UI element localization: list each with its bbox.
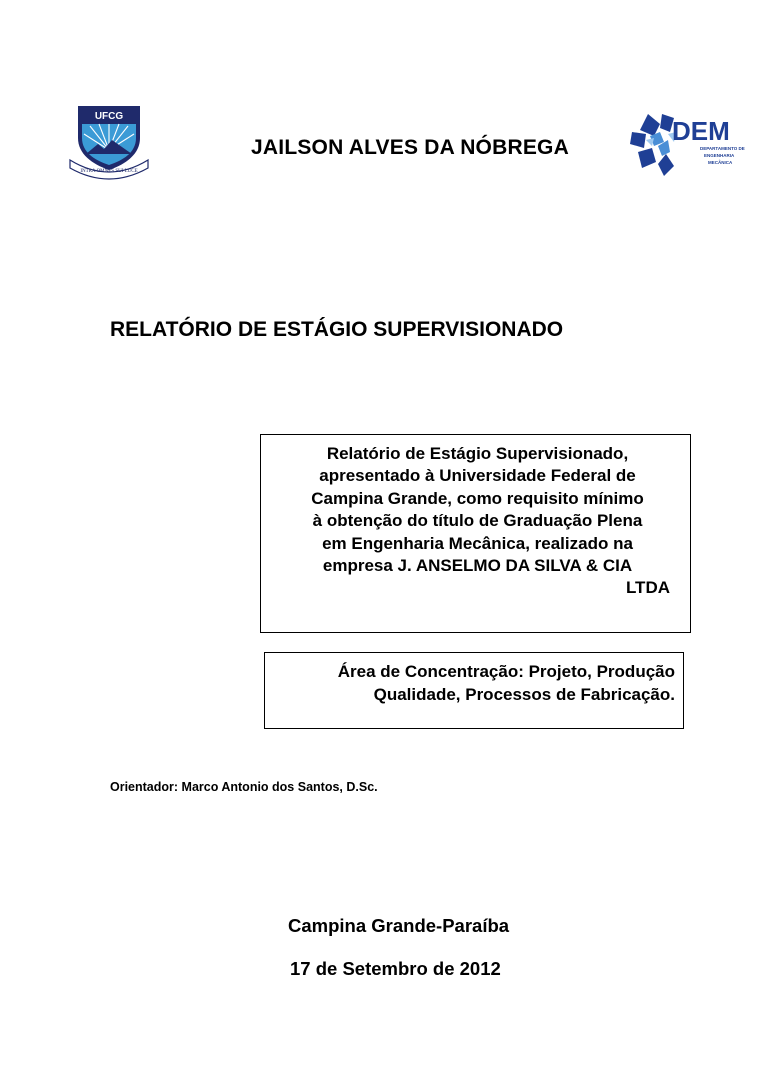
advisor: Orientador: Marco Antonio dos Santos, D.Sc. bbox=[110, 780, 378, 794]
city: Campina Grande-Paraíba bbox=[288, 915, 510, 936]
svg-text:DEPARTAMENTO DE: DEPARTAMENTO DE bbox=[700, 146, 745, 151]
description-text bbox=[271, 443, 684, 600]
description-line: em Engenharia Mecânica, realizado na bbox=[322, 533, 633, 553]
description-line: apresentado à Universidade Federal de bbox=[319, 466, 636, 486]
date: 17 de Setembro de 2012 bbox=[290, 958, 501, 979]
concentration-line: Qualidade, Processos de Fabricação. bbox=[373, 685, 675, 704]
svg-text:INTRA OMNES SUI LUCE: INTRA OMNES SUI LUCE bbox=[80, 169, 138, 174]
svg-text:UFCG: UFCG bbox=[94, 111, 124, 122]
description-line: empresa J. ANSELMO DA SILVA & CIA bbox=[322, 556, 633, 576]
svg-text:MECÂNICA: MECÂNICA bbox=[708, 160, 733, 165]
ufcg-crest-icon bbox=[68, 104, 150, 180]
description-line: LTDA bbox=[625, 578, 670, 598]
concentration-line: Área de Concentração: Projeto, Produção bbox=[337, 662, 675, 681]
svg-text:ENGENHARIA: ENGENHARIA bbox=[704, 153, 735, 158]
dem-logo-icon bbox=[624, 110, 745, 182]
report-title: RELATÓRIO DE ESTÁGIO SUPERVISIONADO bbox=[110, 318, 564, 341]
concentration-text bbox=[273, 660, 675, 706]
author-name: JAILSON ALVES DA NÓBREGA bbox=[251, 136, 569, 159]
description-line: Campina Grande, como requisito mínimo bbox=[311, 488, 644, 508]
description-line: Relatório de Estágio Supervisionado, bbox=[326, 444, 629, 463]
description-box bbox=[260, 434, 691, 633]
concentration-box bbox=[264, 652, 684, 729]
description-line: à obtenção do título de Graduação Plena bbox=[312, 511, 643, 531]
svg-text:DEM: DEM bbox=[672, 116, 730, 146]
